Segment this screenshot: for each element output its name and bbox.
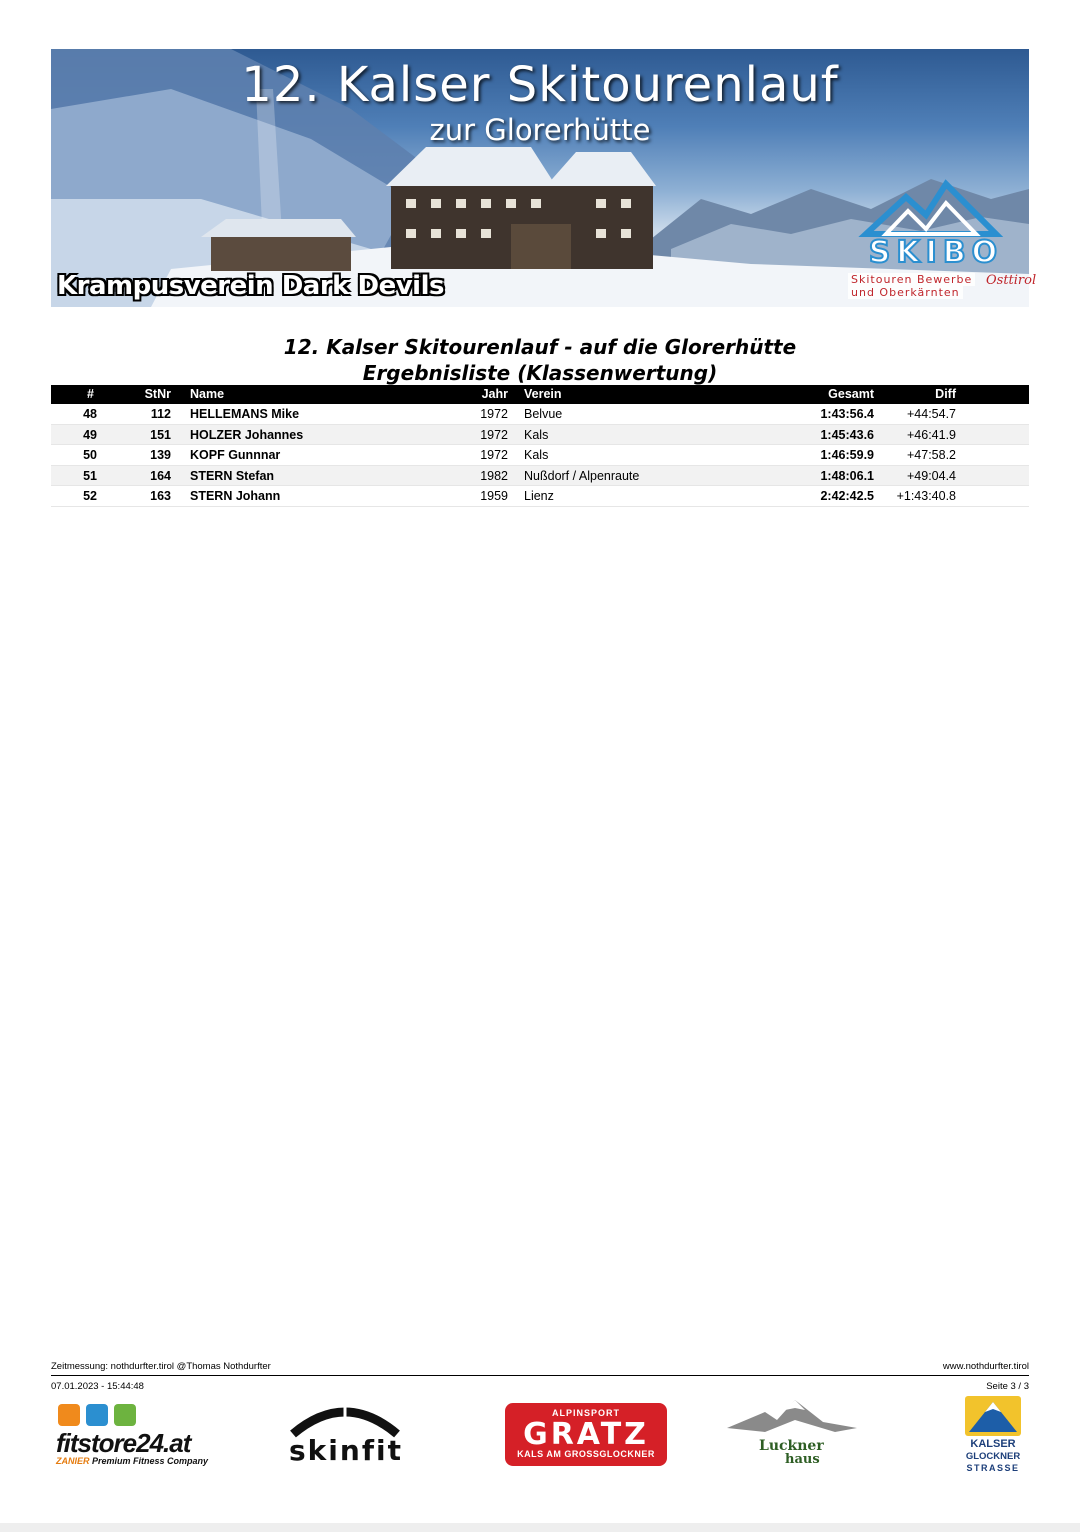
column-header-club: Verein [524,387,562,401]
sponsor-lucknerhaus-logo [725,1398,859,1472]
cell-diff: +1:43:40.8 [896,489,956,504]
running-icon [58,1404,80,1426]
cell-year: 1972 [480,448,508,463]
cell-club: Kals [524,427,549,442]
cell-rank: 49 [83,427,97,442]
cell-total: 1:43:56.4 [820,407,874,421]
cell-diff: +46:41.9 [906,427,956,442]
cell-club: Belvue [524,407,563,421]
cell-name: HELLEMANS Mike [190,407,300,421]
cycling-icon [114,1404,136,1426]
cell-diff: +49:04.4 [906,468,956,483]
fitstore-tag-rest: Premium Fitness Company [92,1456,209,1466]
timing-credit: Zeitmessung: nothdurfter.tirol @Thomas Nothdurfter [51,1361,271,1372]
fitstore-sport-icons [58,1404,148,1426]
results-table [51,385,1029,507]
document-subtitle: Ergebnisliste (Klassenwertung) [362,361,718,385]
kalser-mountain-icon [965,1396,1021,1436]
cell-total: 2:42:42.5 [820,489,874,504]
website-link[interactable]: www.nothdurfter.tirol [942,1361,1029,1372]
cell-name: KOPF Gunnnar [190,448,281,463]
cell-club: Kals [524,448,549,463]
cell-total: 1:46:59.9 [820,448,874,463]
sponsor-kalser-glocknerstrasse-logo [960,1396,1026,1476]
cell-stnr: 164 [150,468,171,483]
gratz-bottom-text: KALS AM GROSSGLOCKNER [517,1449,655,1459]
gratz-top-text: ALPINSPORT [551,1408,620,1418]
fitstore-tagline [56,1456,208,1466]
gratz-wordmark: GRATZ [523,1417,649,1452]
club-name: Krampusverein Dark Devils [57,271,444,301]
cell-diff: +47:58.2 [906,448,956,463]
skibo-tagline-2: und Oberkärnten [848,286,963,299]
sponsor-fitstore24-logo [56,1404,216,1470]
cell-rank: 50 [83,448,97,463]
column-header-diff: Diff [935,387,956,401]
skibo-logo [846,179,1037,304]
column-header-total: Gesamt [828,387,874,401]
skiing-icon [86,1404,108,1426]
cell-year: 1972 [480,407,508,421]
cell-club: Nußdorf / Alpenraute [524,468,640,483]
column-header-year: Jahr [481,387,508,401]
column-header-name: Name [190,387,225,401]
skibo-wordmark: SKIBO [868,235,1004,270]
page-bottom-edge [0,1523,1080,1532]
banner-subtitle: zur Glorerhütte [429,113,651,147]
table-row [51,486,1029,507]
table-header-row [51,385,1029,404]
sponsor-gratz-logo [505,1403,667,1466]
cell-stnr: 163 [150,489,171,504]
cell-rank: 48 [83,407,97,421]
cell-year: 1959 [480,489,508,504]
footer-divider [51,1375,1029,1376]
column-header-rank: # [87,387,94,401]
cell-stnr: 151 [150,427,171,442]
cell-stnr: 139 [150,448,171,463]
cell-name: HOLZER Johannes [190,427,304,442]
skibo-script: Osttirol [986,273,1037,288]
table-row [51,466,1029,487]
table-row [51,404,1029,425]
cell-rank: 51 [83,468,97,483]
cell-year: 1982 [480,468,508,483]
cell-year: 1972 [480,427,508,442]
banner-title: 12. Kalser Skitourenlauf [241,57,839,113]
luckner-wordmark-2: haus [785,1452,820,1467]
luckner-wordmark: Luckner [759,1438,824,1454]
table-row [51,425,1029,446]
print-datetime: 07.01.2023 - 15:44:48 [51,1381,144,1392]
cell-name: STERN Johann [190,489,281,504]
page-number: Seite 3 / 3 [986,1381,1029,1392]
document-title: 12. Kalser Skitourenlauf - auf die Glorerhütte [283,335,797,359]
kalser-badge [965,1396,1021,1436]
cell-name: STERN Stefan [190,468,275,483]
column-header-stnr: StNr [144,387,171,401]
cell-stnr: 112 [150,407,171,421]
sponsor-skinfit-logo [285,1400,405,1470]
skibo-mountain-icon [846,179,1026,239]
skinfit-wordmark: skinfit [289,1434,403,1467]
skinfit-arc-icon [285,1400,405,1436]
event-banner [51,49,1037,307]
fitstore-tag-brand: ZANIER [56,1456,90,1466]
table-row [51,445,1029,466]
skibo-tagline-1: Skitouren Bewerbe [848,273,975,286]
kalser-line-1: KALSER [970,1438,1016,1450]
kalser-line-3: STRASSE [966,1463,1020,1473]
cell-club: Lienz [524,489,554,504]
cell-rank: 52 [83,489,97,504]
cell-total: 1:48:06.1 [820,468,874,483]
fitstore-wordmark: fitstore24.at [56,1428,191,1458]
cell-total: 1:45:43.6 [820,427,874,442]
cell-diff: +44:54.7 [906,407,956,421]
kalser-line-2: GLOCKNER [965,1451,1021,1462]
